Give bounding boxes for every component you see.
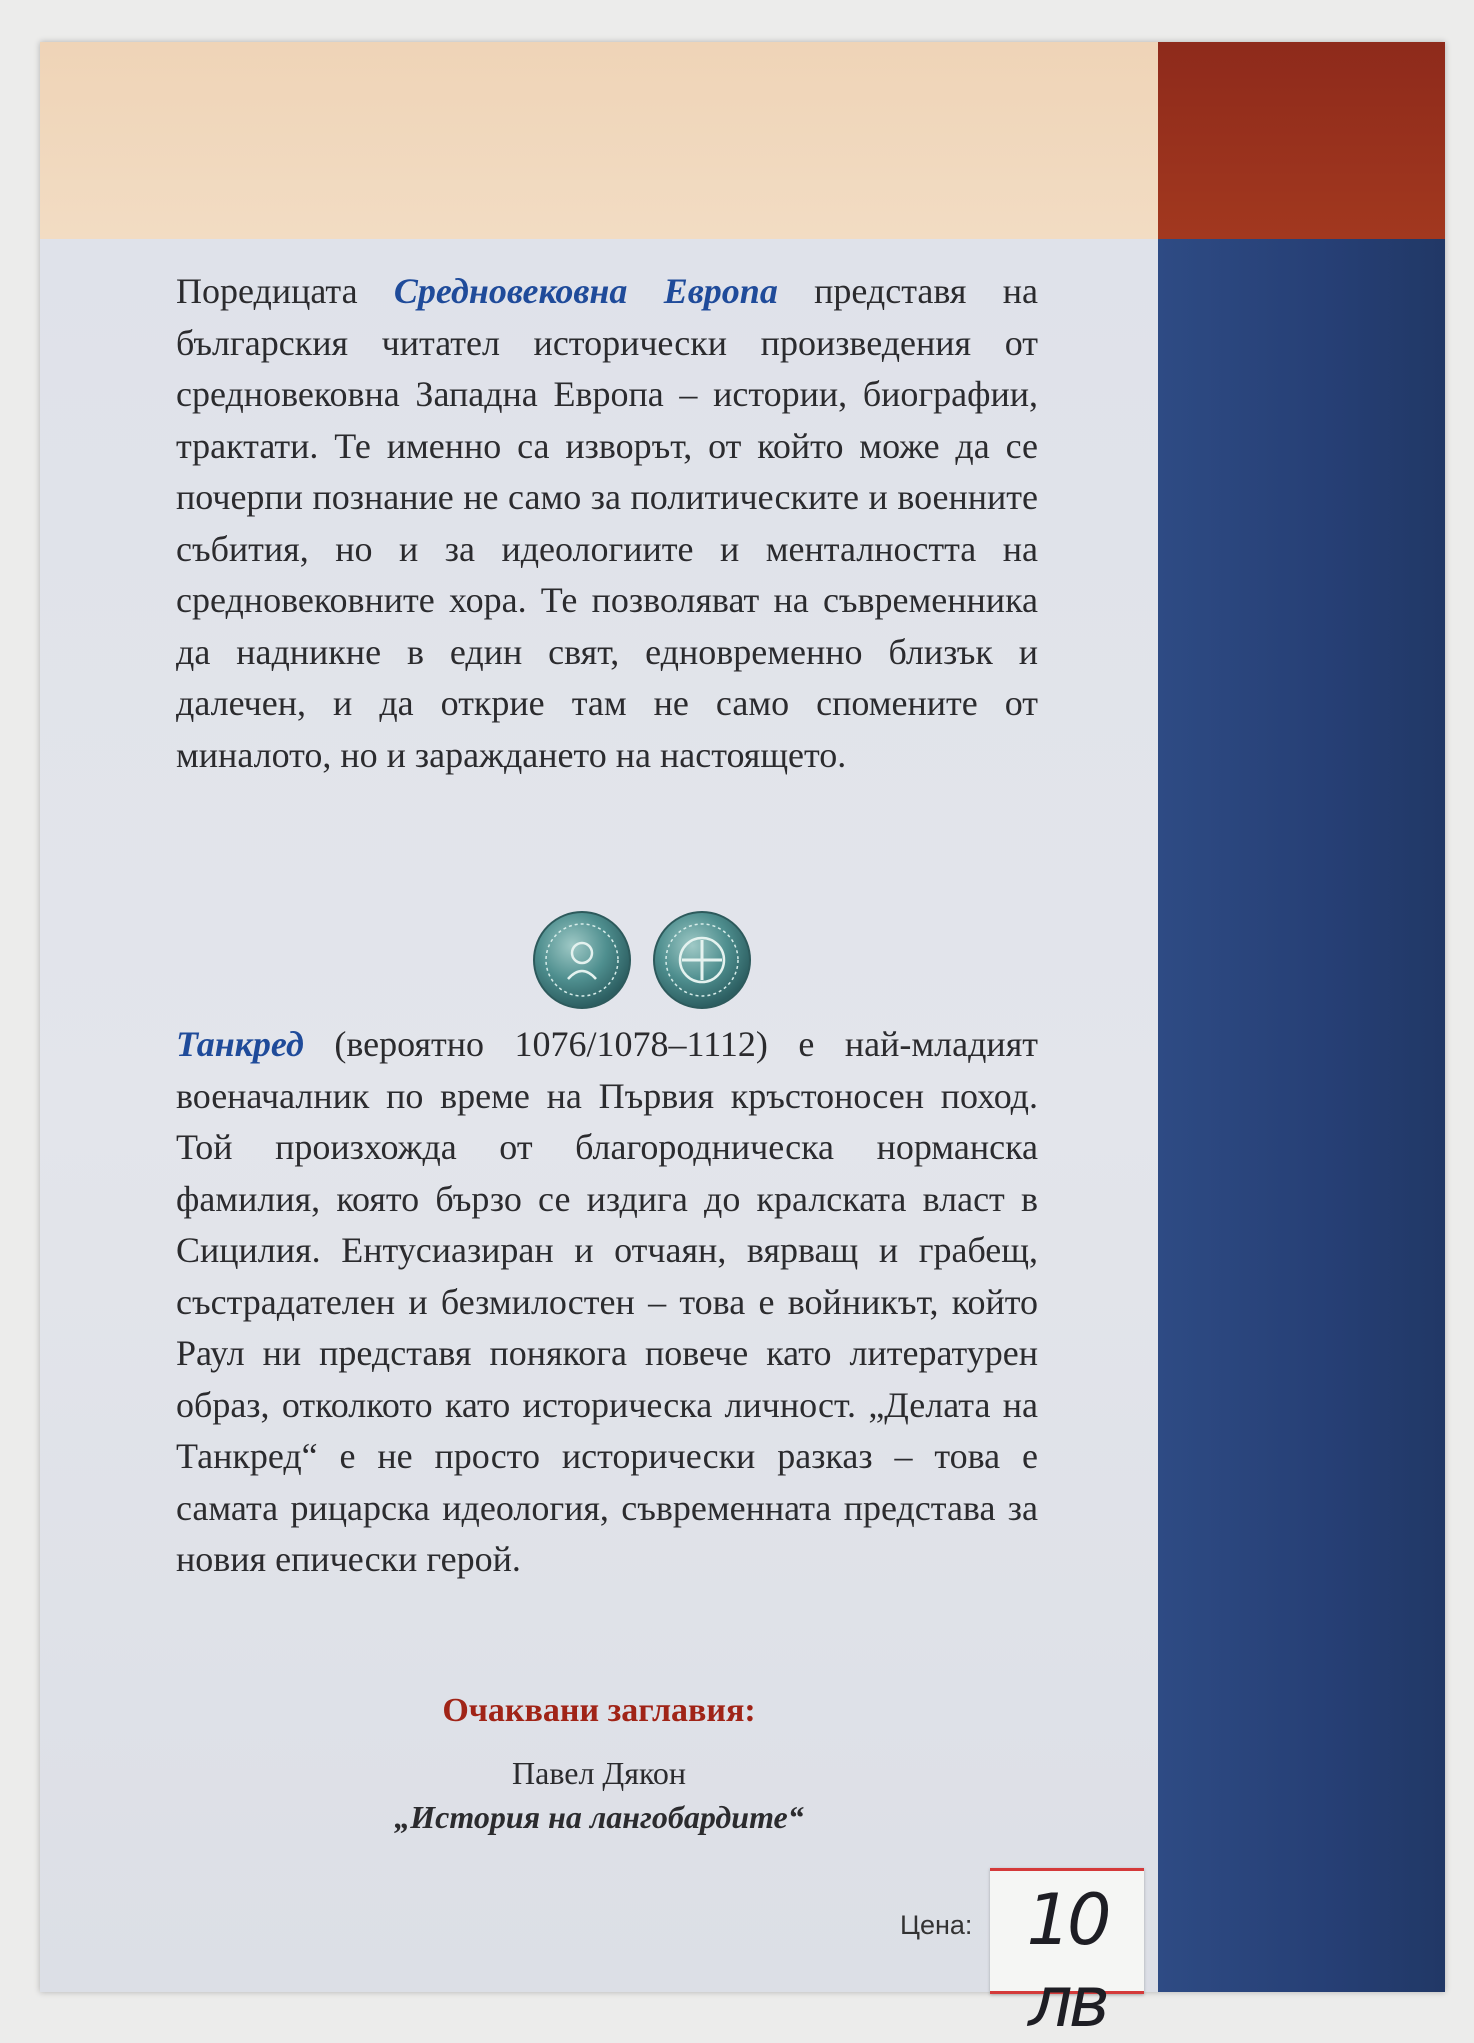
price-sticker — [990, 1868, 1144, 2043]
expected-titles-heading: Очаквани заглавия: — [442, 1692, 756, 1729]
intro-body-text: представя на българския читател исторически произведения от средновековна Западна Европа – истории, биографии, трактати. Те именно са изворът, от който може да се почерпи познание не само за политическите и военните събития, но и за идеологиите и менталността на средновековните хора. Те позволяват на съвременника да надникне в един свят, едновременно близък и далечен, и да открие там не само спомените от миналото, но и зараждането на настоящето. — [176, 271, 1039, 775]
coin-portrait-icon — [534, 912, 630, 1008]
price-value: 10 лв — [1026, 1879, 1108, 2043]
intro-lead-text: Поредицата — [176, 271, 394, 311]
tancred-name: Танкред — [176, 1024, 304, 1064]
coin-cross-icon — [654, 912, 750, 1008]
top-color-band — [40, 42, 1158, 239]
series-description — [176, 266, 1038, 781]
coins-illustration — [530, 907, 760, 1013]
tancred-body-text: (вероятно 1076/1078–1112) е най-младият военачалник по време на Първия кръстоносен поход. Той произхожда от благородническа норманска фамилия, която бързо се издига до кралската власт в Сицилия. Ентусиазиран и отчаян, вярващ и грабещ, състрадателен и безмилостен – това е войникът, който Раул ни представя понякога повече като литературен образ, отколкото като историческа личност. „Делата на Танкред“ е не просто исторически разказ – това е самата рицарска идеология, съвременната представа за новия епически герой. — [176, 1024, 1038, 1579]
price-label: Цена: — [900, 1910, 973, 1940]
top-right-red-band — [1158, 42, 1445, 239]
series-title: Средновековна Европа — [393, 271, 778, 311]
book-back-cover — [40, 42, 1445, 2043]
spine-blue-band — [1158, 239, 1445, 1992]
expected-author: Павел Дякон — [512, 1755, 686, 1791]
expected-book-title: „История на лангобардите“ — [394, 1799, 804, 1835]
tancred-description — [176, 1019, 1038, 1586]
